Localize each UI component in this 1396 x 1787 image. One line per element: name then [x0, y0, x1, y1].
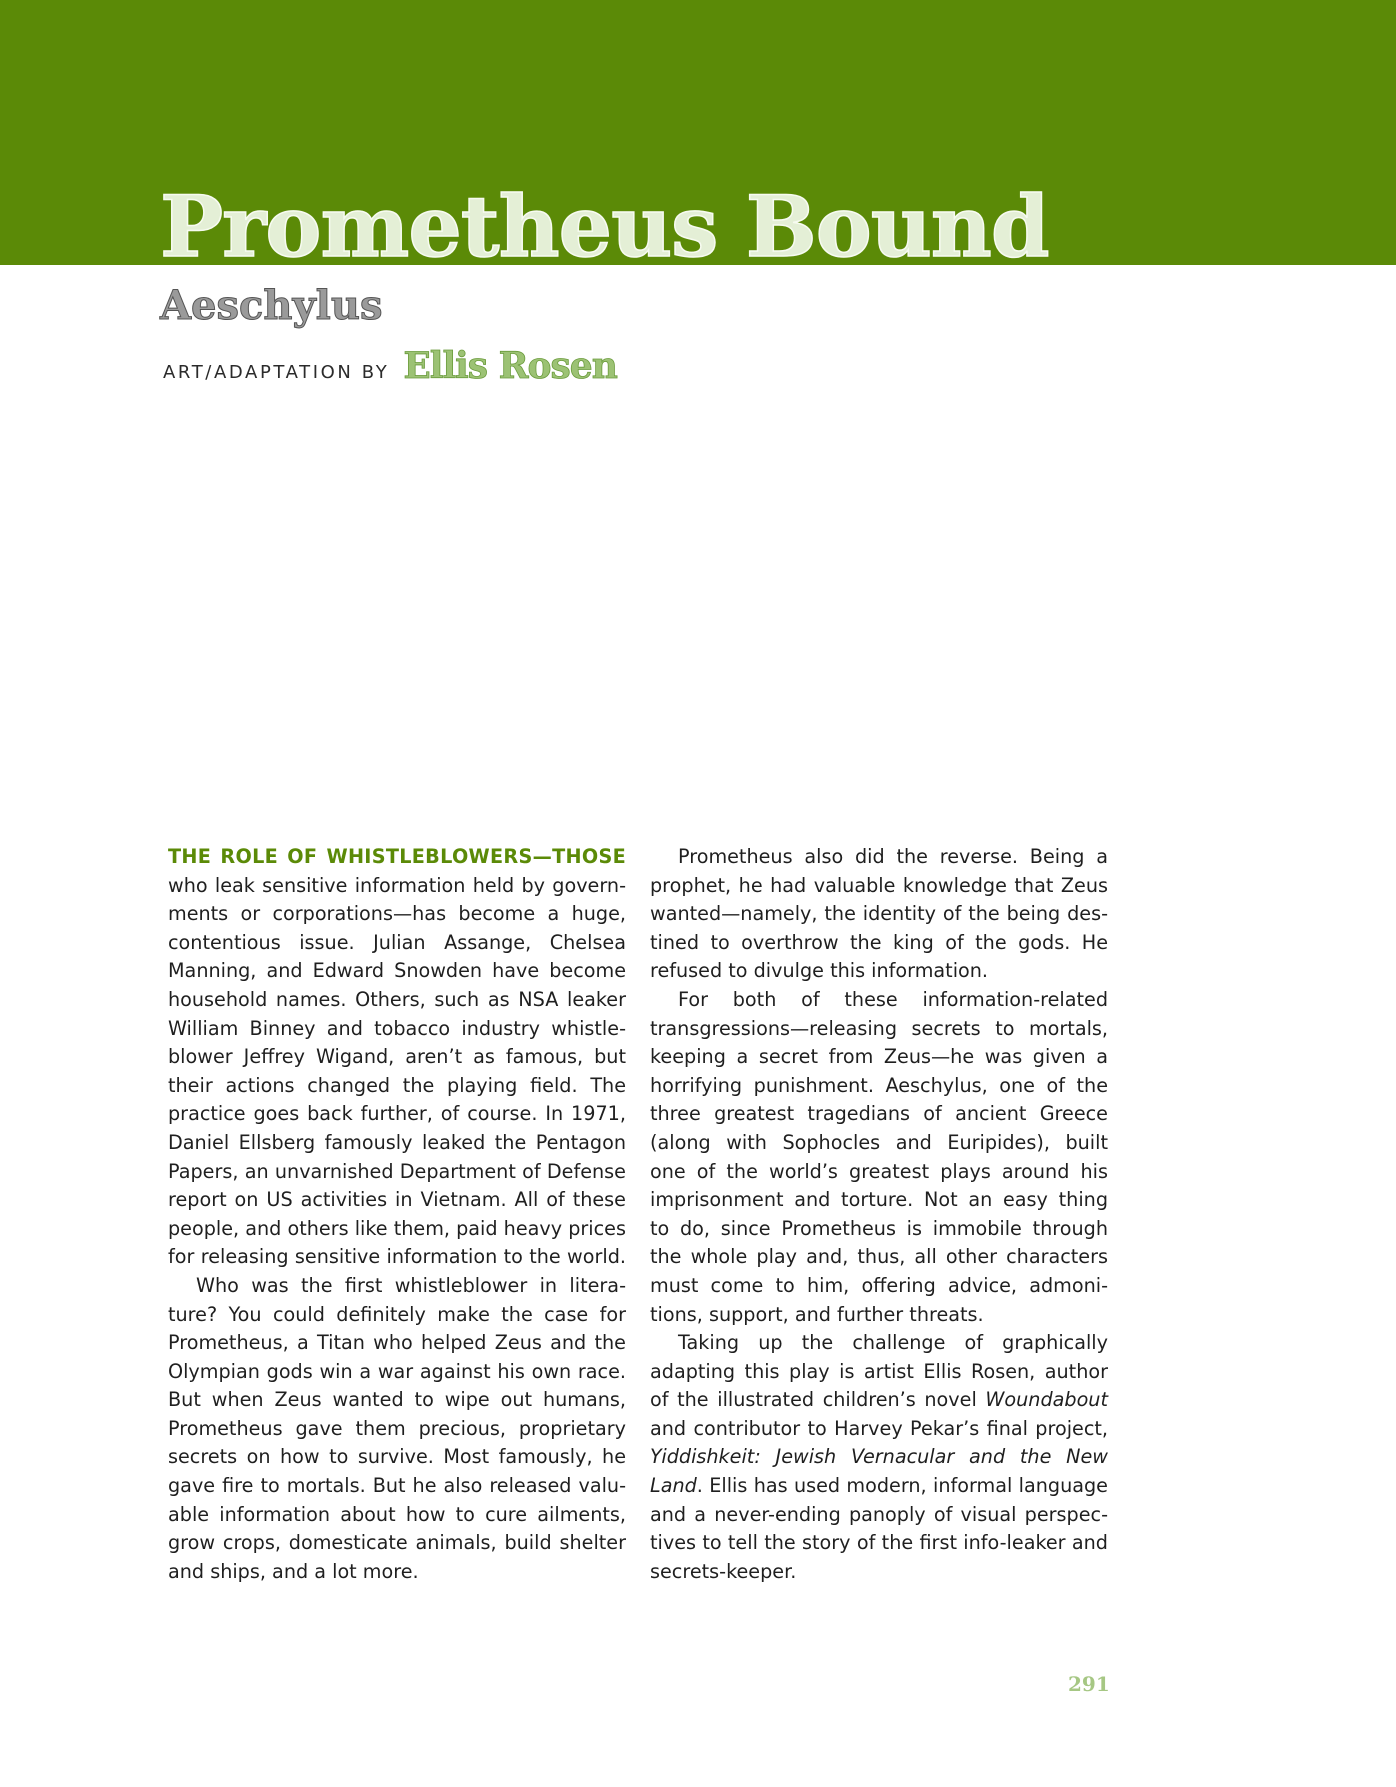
text-line: able information about how to cure ailments, [168, 1502, 626, 1526]
text-line: Prometheus gave them precious, proprietary [168, 1416, 626, 1440]
text-segment: of the illustrated children’s novel [650, 1388, 986, 1412]
text-line: tined to overthrow the king of the gods. He [650, 930, 1108, 954]
text-line-mixed [650, 1472, 1108, 1501]
page-title: Prometheus Bound [160, 177, 1049, 276]
book-title-yiddishkeit: Yiddishkeit: Jewish Vernacular and the New [650, 1445, 1108, 1469]
text-line: transgressions—releasing secrets to mortals, [650, 1016, 1108, 1040]
text-line: Daniel Ellsberg famously leaked the Pentagon [168, 1130, 626, 1154]
text-line: and ships, and a lot more. [168, 1559, 419, 1583]
text-line: one of the world’s greatest plays around his [650, 1159, 1108, 1183]
text-line [650, 1443, 1108, 1472]
byline-label: ART/ADAPTATION BY [163, 362, 390, 383]
text-line: gave fire to mortals. But he also released valu- [168, 1474, 626, 1498]
right-column [650, 843, 1108, 1586]
text-line: ments or corporations—has become a huge, [168, 902, 626, 926]
text-line: for releasing sensitive information to the world. [168, 1245, 626, 1269]
text-line: Prometheus, a Titan who helped Zeus and the [168, 1331, 626, 1355]
text-line: Olympian gods win a war against his own race. [168, 1359, 626, 1383]
text-line: William Binney and tobacco industry whistle- [168, 1016, 626, 1040]
text-line: blower Jeffrey Wigand, aren’t as famous, but [168, 1045, 626, 1069]
book-title-woundabout: Woundabout [985, 1388, 1108, 1412]
text-line: to do, since Prometheus is immobile through [650, 1216, 1108, 1240]
text-line: horrifying punishment. Aeschylus, one of the [650, 1073, 1108, 1097]
text-line: who leak sensitive information held by govern- [168, 873, 626, 897]
text-line: tives to tell the story of the first info-leaker and [650, 1531, 1108, 1555]
text-line: prophet, he had valuable knowledge that Zeus [650, 873, 1108, 897]
byline [163, 345, 617, 387]
text-line: wanted—namely, the identity of the being des- [650, 902, 1108, 926]
text-line: contentious issue. Julian Assange, Chelsea [168, 930, 626, 954]
text-line: Manning, and Edward Snowden have become [168, 959, 626, 983]
text-line: imprisonment and torture. Not an easy thing [650, 1188, 1108, 1212]
text-line: Papers, an unvarnished Department of Defense [168, 1159, 626, 1183]
text-line: their actions changed the playing field. The [168, 1073, 626, 1097]
text-line: adapting this play is artist Ellis Rosen, author [650, 1359, 1108, 1383]
text-line: (along with Sophocles and Euripides), built [650, 1130, 1108, 1154]
text-line: the whole play and, thus, all other characters [650, 1245, 1108, 1269]
text-line: For both of these information-related [678, 987, 1108, 1011]
byline-name: Ellis Rosen [403, 345, 617, 387]
text-line: grow crops, domesticate animals, build shelter [168, 1531, 626, 1555]
text-line: people, and others like them, paid heavy prices [168, 1216, 626, 1240]
text-line: Taking up the challenge of graphically [678, 1331, 1108, 1355]
text-line: ture? You could definitely make the case for [168, 1302, 626, 1326]
text-line: household names. Others, such as NSA leaker [168, 987, 626, 1011]
text-line: three greatest tragedians of ancient Greece [650, 1102, 1108, 1126]
text-line: secrets on how to survive. Most famously, he [168, 1445, 626, 1469]
text-line: keeping a secret from Zeus—he was given a [650, 1045, 1108, 1069]
text-line: must come to him, offering advice, admoni- [650, 1273, 1108, 1297]
text-line: and contributor to Harvey Pekar’s final project, [650, 1416, 1108, 1440]
text-line: Prometheus also did the reverse. Being a [678, 845, 1108, 868]
left-column [168, 843, 626, 1586]
text-line: refused to divulge this information. [650, 959, 989, 983]
text-line: Who was the first whistleblower in litera- [196, 1273, 626, 1297]
text-line: tions, support, and further threats. [650, 1302, 984, 1326]
text-line: secrets-keeper. [650, 1559, 797, 1583]
text-line-mixed [650, 1386, 1108, 1415]
text-line: report on US activities in Vietnam. All of these [168, 1188, 626, 1212]
lead-in: THE ROLE OF WHISTLEBLOWERS—THOSE [168, 845, 626, 868]
page-number: 291 [1068, 1672, 1110, 1696]
text-line: and a never-ending panoply of visual perspec- [650, 1502, 1108, 1526]
book-title-yiddishkeit-end: Land [650, 1474, 697, 1498]
text-line: But when Zeus wanted to wipe out humans, [168, 1388, 626, 1412]
author-name: Aeschylus [160, 282, 383, 329]
text-line: practice goes back further, of course. In 1971, [168, 1102, 626, 1126]
text-segment: . Ellis has used modern, informal language [696, 1474, 1108, 1498]
